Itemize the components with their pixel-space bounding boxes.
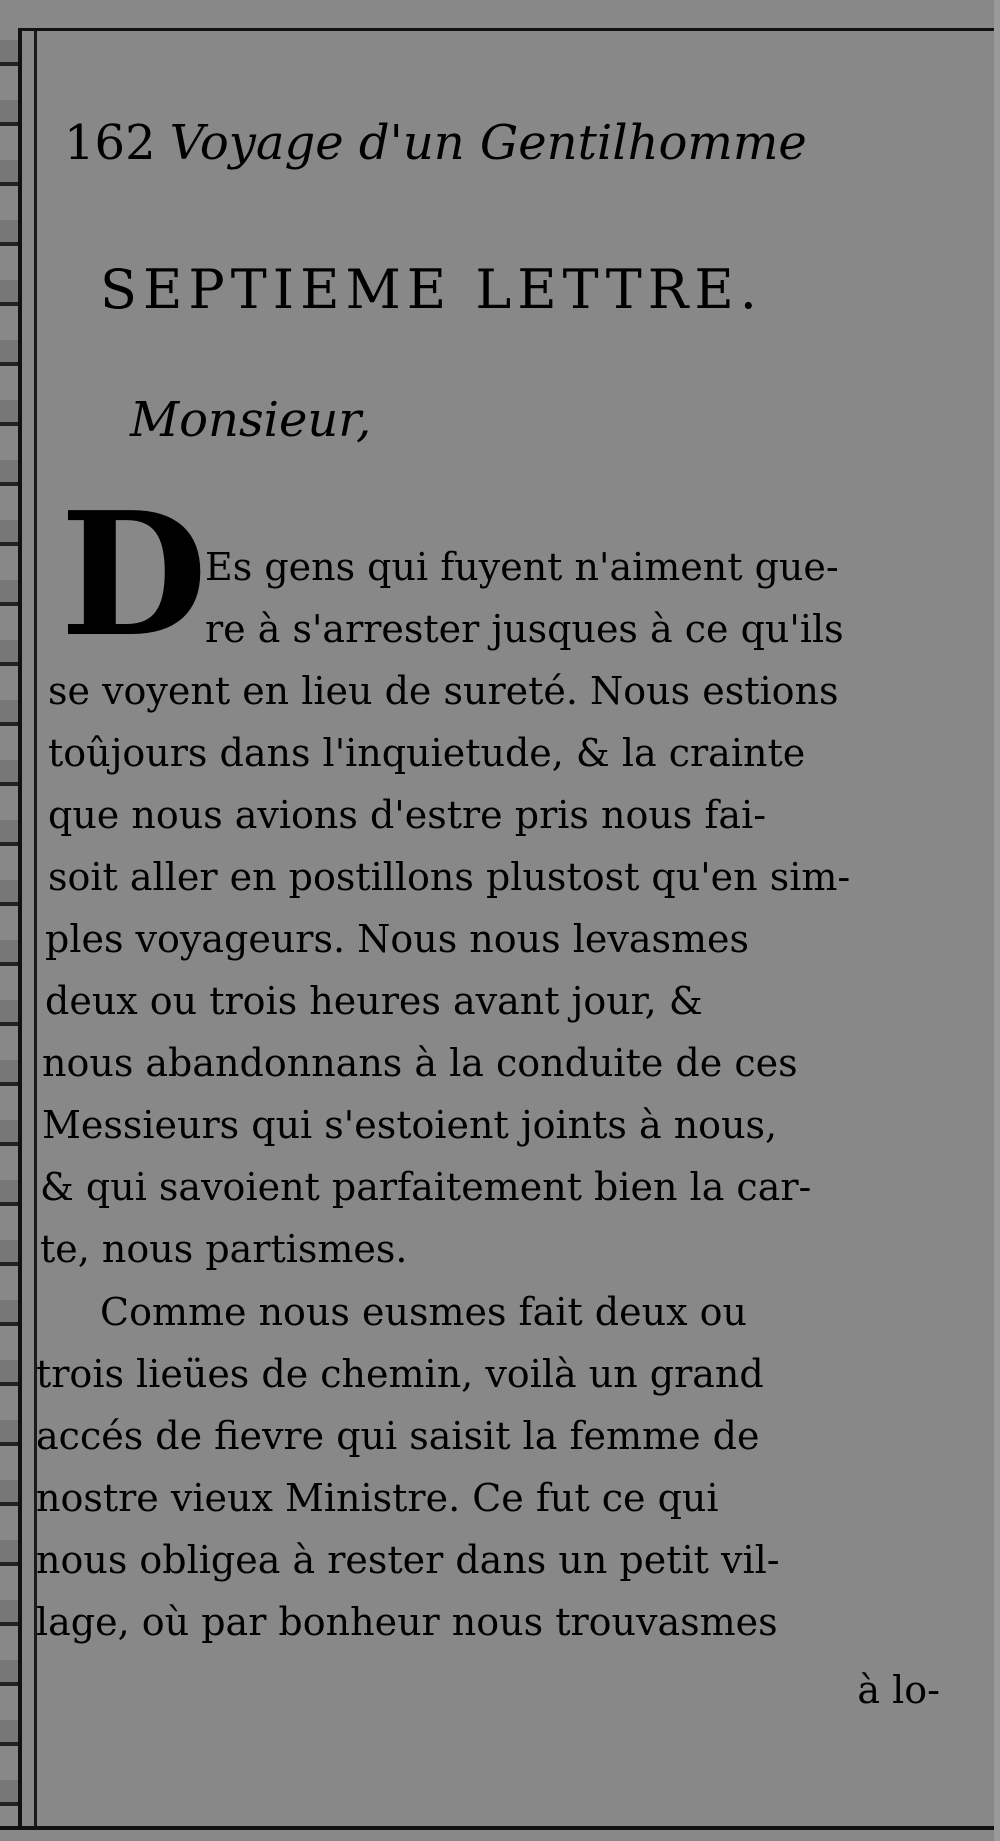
text-line: deux ou trois heures avant jour, & bbox=[45, 979, 703, 1023]
text-line: ples voyageurs. Nous nous levasmes bbox=[45, 917, 750, 961]
text-line: nous obligea à rester dans un petit vil- bbox=[36, 1538, 780, 1582]
text-line: re à s'arrester jusques à ce qu'ils bbox=[205, 607, 844, 651]
adjacent-page-edge bbox=[0, 40, 18, 1830]
text-line: nous abandonnans à la conduite de ces bbox=[42, 1041, 798, 1085]
text-line: accés de fievre qui saisit la femme de bbox=[36, 1414, 760, 1458]
salutation: Monsieur, bbox=[130, 392, 372, 448]
letter-heading: SEPTIEME LETTRE. bbox=[100, 258, 763, 321]
text-line: se voyent en lieu de sureté. Nous estions bbox=[48, 669, 839, 713]
text-line: toûjours dans l'inquietude, & la crainte bbox=[48, 731, 806, 775]
text-line: te, nous partismes. bbox=[40, 1227, 408, 1271]
running-title: Voyage d'un Gentilhomme bbox=[169, 115, 807, 171]
text-line: nostre vieux Ministre. Ce fut ce qui bbox=[36, 1476, 719, 1520]
page-border-bottom bbox=[0, 1826, 1000, 1830]
text-line: Es gens qui fuyent n'aiment gue- bbox=[205, 545, 839, 589]
text-line: & qui savoient parfaitement bien la car- bbox=[40, 1165, 812, 1209]
drop-cap: D bbox=[60, 475, 208, 675]
text-line: Messieurs qui s'estoient joints à nous, bbox=[42, 1103, 778, 1147]
running-header bbox=[64, 108, 944, 178]
text-line: Comme nous eusmes fait deux ou bbox=[100, 1290, 747, 1334]
text-line: trois lieües de chemin, voilà un grand bbox=[36, 1352, 764, 1396]
catchword: à lo- bbox=[857, 1668, 940, 1712]
text-line: que nous avions d'estre pris nous fai- bbox=[48, 793, 767, 837]
text-line: soit aller en postillons plustost qu'en sim- bbox=[48, 855, 851, 899]
text-line: lage, où par bonheur nous trouvasmes bbox=[36, 1600, 778, 1644]
page-edge-right bbox=[994, 0, 1000, 1841]
page-border-left bbox=[18, 30, 22, 1830]
page-number: 162 bbox=[64, 115, 156, 171]
page-border-top bbox=[18, 28, 1000, 31]
